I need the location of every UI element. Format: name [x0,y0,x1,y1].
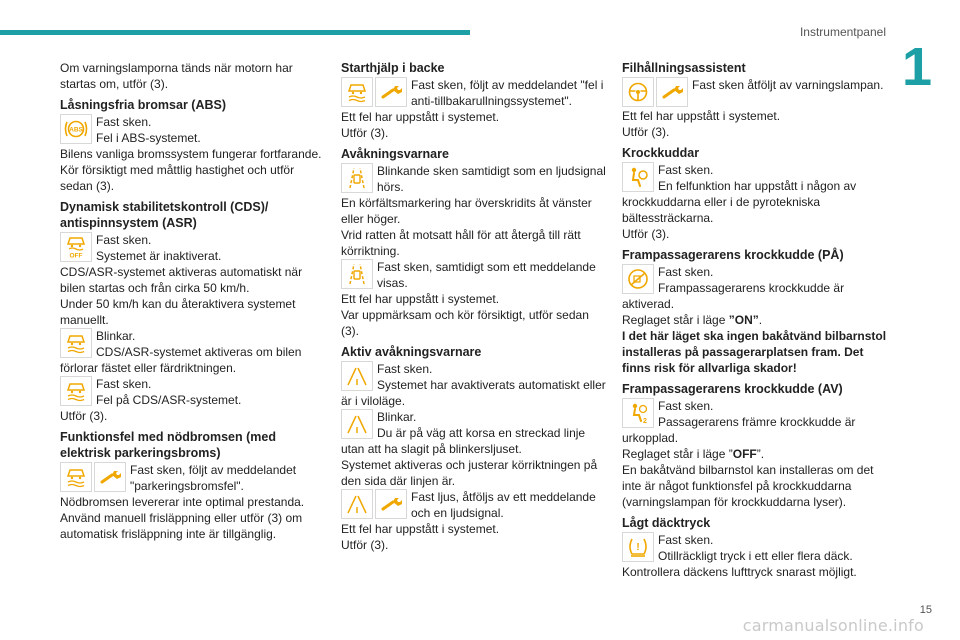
active-lane-icon-3 [341,489,373,519]
wrench-icon [375,77,407,107]
tyre-icon-label: ! [636,542,640,553]
abs-state: Fast sken. [96,115,152,129]
cds-fault-meaning: Fel på CDS/ASR-systemet. [96,393,242,407]
wrench-icon [375,489,407,519]
column-2 [341,60,607,553]
tyre-heading: Lågt däcktryck [622,516,711,530]
active-blink-row [341,409,607,457]
cds-asr-icon-2 [60,462,92,492]
lane-blink-state: Blinkande sken samtidigt som en ljudsignal hörs. [377,164,606,194]
keep-heading: Filhållningsassistent [622,61,746,75]
abs-warning-icon [60,114,92,144]
hill-lamp-row [341,77,607,109]
cds-off-lamp-row [60,232,326,264]
active-blink-state: Blinkar. [377,410,417,424]
brake-lamp-row [60,462,326,494]
cds-off-meaning: Systemet är inaktiverat. [96,249,222,263]
airbag-action: Utför (3). [622,227,670,241]
active-lane-icon [341,361,373,391]
lane-desc-3: Ett fel har uppstått i systemet. [341,292,500,306]
abs-meaning: Fel i ABS-systemet. [96,131,201,145]
active-fault-row [341,489,607,521]
airbag-lamp-row [622,162,888,226]
airbag-state: Fast sken. [658,163,714,177]
airbag-off-meaning: Passagerarens främre krockkudde är urkopplad. [622,415,856,445]
airbag-off-switch-end: ”. [756,447,765,461]
active-fixed-meaning: Systemet har avaktiverats automatiskt eller är i viloläge. [341,378,606,408]
active-heading: Aktiv avåkningsvarnare [341,345,482,359]
airbag-off-switch-text: Reglaget står i läge ” [622,447,733,461]
cds-fault-icon [60,376,92,406]
active-desc-1: Systemet aktiveras och justerar körriktningen på den sida där linjen är. [341,458,598,488]
tyre-action: Kontrollera däckens lufttryck snarast möjligt. [622,565,857,579]
active-desc-3: Utför (3). [341,538,389,552]
lane-keep-icon [622,77,654,107]
active-blink-meaning: Du är på väg att korsa en streckad linje utan att ha slagit på blinkersljuset. [341,426,586,456]
cds-fault-state: Fast sken. [96,377,152,391]
cds-off-icon-label: OFF [69,252,83,259]
airbag-on-state: Fast sken. [658,265,714,279]
hill-desc-1: Ett fel har uppstått i systemet. [341,110,500,124]
brake-description: Nödbromsen levererar inte optimal prestanda. Använd manuell frisläppning eller utför (3) om automatisk frisläppning inte är tillgänglig. [60,495,305,541]
lane-desc-2: Vrid ratten åt motsatt håll för att återgå till rätt körriktning. [341,228,581,258]
airbag-off-lamp-row [622,398,888,446]
header-accent-bar [0,30,470,35]
cds-fault-action: Utför (3). [60,409,108,423]
abs-lamp-row [60,114,326,146]
active-fixed-state: Fast sken. [377,362,433,376]
svg-text:2: 2 [643,418,647,425]
tyre-state: Fast sken. [658,533,714,547]
keep-desc-1: Ett fel har uppstått i systemet. [622,109,781,123]
airbag-off-state: Fast sken. [658,399,714,413]
airbag-on-warning: I det här läget ska ingen bakåtvänd bilbarnstol installeras på passagerarplatsen fram. Det finns risk för allvarliga skador! [622,329,887,375]
airbag-on-lamp-row [622,264,888,312]
airbag-on-switch-end: . [758,313,763,327]
lane-departure-icon [341,163,373,193]
passenger-airbag-on-icon [622,264,654,294]
abs-heading: Låsningsfria bromsar (ABS) [60,98,227,112]
tyre-pressure-icon [622,532,654,562]
page-header-title: Instrumentpanel [799,25,886,39]
airbag-on-switch [622,312,888,328]
cds-heading: Dynamisk stabilitetskontroll (CDS)/ antispinnsystem (ASR) [60,200,269,230]
lane-desc-1: En körfältsmarkering har överskridits åt vänster eller höger. [341,196,592,226]
column-3 [622,60,888,580]
wrench-icon [656,77,688,107]
brake-state: Fast sken, följt av meddelandet "parkeringsbromsfel". [130,463,297,493]
abs-icon-label: ABS [69,126,83,134]
active-desc-2: Ett fel har uppstått i systemet. [341,522,500,536]
airbag-heading: Krockkuddar [622,146,700,160]
airbag-off-desc: En bakåtvänd bilbarnstol kan installeras om det inte är något funktionsfel på krockkuddarna (varningslampan för krockkuddarna lyser). [622,463,874,509]
airbag-off-heading: Frampassagerarens krockkudde (AV) [622,382,843,396]
airbag-off-switch-value: OFF [732,447,757,461]
airbag-icon [622,162,654,192]
airbag-on-heading: Frampassagerarens krockkudde (PÅ) [622,248,844,262]
tyre-lamp-row [622,532,888,564]
cds-off-icon [60,232,92,262]
hill-state: Fast sken, följt av meddelandet "fel i anti-tillbakarullningssystemet". [411,78,604,108]
chapter-number: 1 [901,37,932,97]
keep-lamp-row [622,77,888,108]
airbag-on-meaning: Frampassagerarens krockkudde är aktiverad. [622,281,845,311]
abs-description: Bilens vanliga bromssystem fungerar fortfarande. Kör försiktigt med måttlig hastighet och utför sedan (3). [60,147,322,193]
cds-fault-lamp-row [60,376,326,408]
column-1 [60,60,326,542]
lane-departure-icon-2 [341,259,373,289]
active-lane-icon-2 [341,409,373,439]
airbag-off-switch [622,446,888,462]
intro-text: Om varningslamporna tänds när motorn har startas om, utför (3). [60,61,293,91]
hill-heading: Starthjälp i backe [341,61,445,75]
lane-fixed-row [341,259,607,291]
cds-off-state: Fast sken. [96,233,152,247]
watermark: carmanualsonline.info [742,616,924,635]
cds-blink-meaning: CDS/ASR-systemet aktiveras om bilen förlorar fästet eller färdriktningen. [60,345,302,375]
lane-fixed-state: Fast sken, samtidigt som ett meddelande visas. [377,260,596,290]
passenger-airbag-off-icon [622,398,654,428]
keep-state: Fast sken åtföljt av varningslampan. [692,78,884,92]
cds-blink-lamp-row [60,328,326,376]
wrench-icon [94,462,126,492]
hill-start-icon [341,77,373,107]
airbag-on-switch-text: Reglaget står i läge [622,313,729,327]
airbag-on-switch-value: ”ON” [728,313,759,327]
cds-desc-1: CDS/ASR-systemet aktiveras automatiskt när bilen startas och från cirka 50 km/h. [60,265,303,295]
cds-blink-state: Blinkar. [96,329,136,343]
active-fixed-row [341,361,607,409]
cds-desc-2: Under 50 km/h kan du återaktivera systemet manuellt. [60,297,296,327]
cds-asr-icon [60,328,92,358]
lane-desc-4: Var uppmärksam och kör försiktigt, utför sedan (3). [341,308,589,338]
page-number: 15 [919,604,932,616]
lane-blink-row [341,163,607,195]
lane-heading: Avåkningsvarnare [341,147,449,161]
brake-heading: Funktionsfel med nödbromsen (med elektrisk parkeringsbroms) [60,430,276,460]
airbag-meaning: En felfunktion har uppstått i någon av krockkuddarna eller i de pyrotekniska bältessträckarna. [622,179,857,225]
hill-desc-2: Utför (3). [341,126,389,140]
tyre-meaning: Otillräckligt tryck i ett eller flera däck. [658,549,853,563]
active-fault-state: Fast ljus, åtföljs av ett meddelande och en ljudsignal. [411,490,596,520]
keep-desc-2: Utför (3). [622,125,670,139]
